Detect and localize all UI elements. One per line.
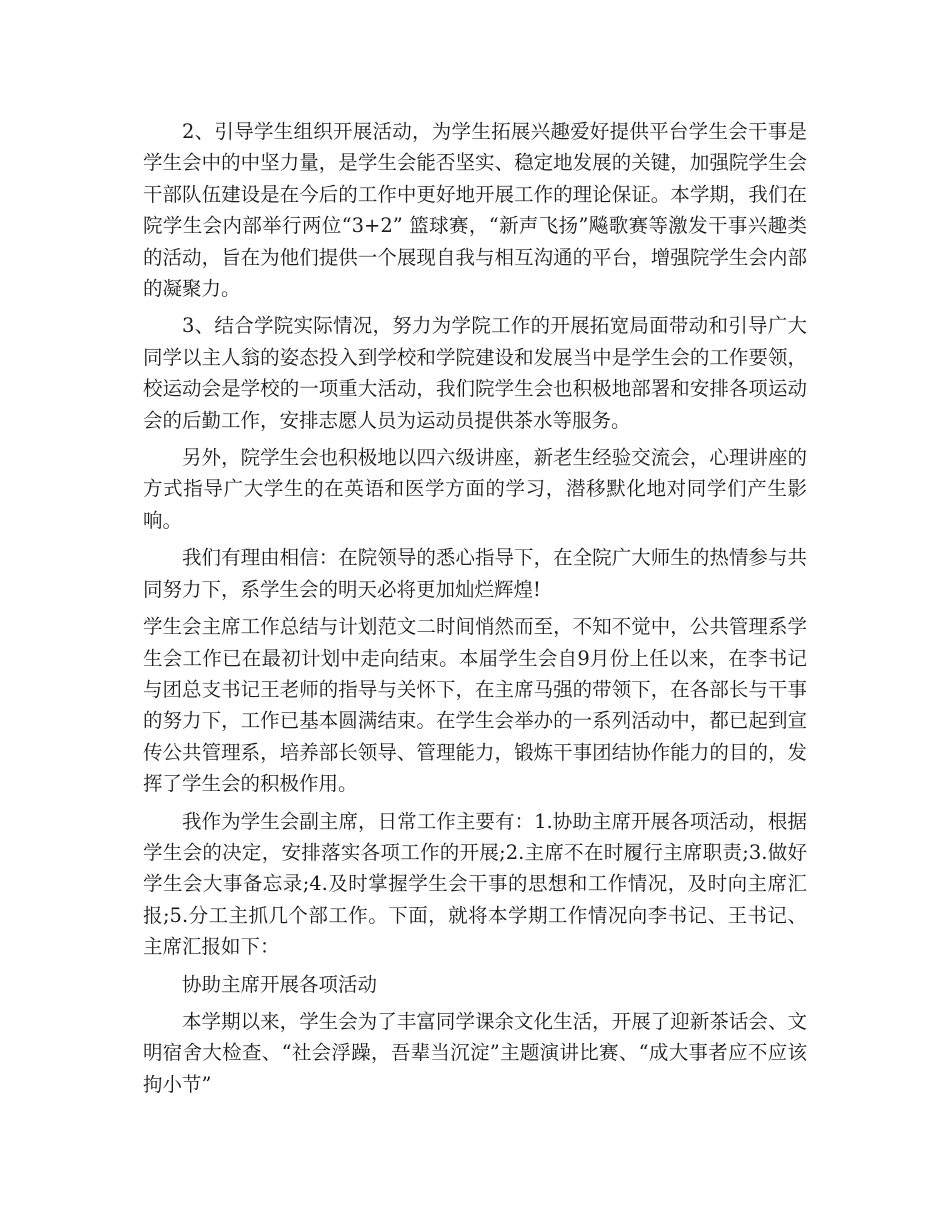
paragraph-item-3: 3、结合学院实际情况，努力为学院工作的开展拓宽局面带动和引导广大同学以主人翁的姿态投入到学校和学院建设和发展当中是学生会的工作要领，校运动会是学校的一项重大活动，我们院学生会也积极地部署和安排各项运动会的后勤工作，安排志愿人员为运动员提供茶水等服务。 xyxy=(143,314,807,432)
section-intro: 时间悄然而至，不知不觉中，公共管理系学生会工作已在最初计划中走向结束。本届学生会自9月份上任以来，在李书记与团总支书记王老师的指导与关怀下，在主席马强的带领下，在各部长与干事的努力下，工作已基本圆满结束。在学生会举办的一系列活动中，都已起到宣传公共管理系，培养部长领导、管理能力，锻炼干事团结协作能力的目的，发挥了学生会的积极作用。 xyxy=(143,615,807,796)
subheading-assist: 协助主席开展各项活动 xyxy=(182,972,378,996)
paragraph-activities: 本学期以来，学生会为了丰富同学课余文化生活，开展了迎新茶话会、文明宿舍大检查、“社会浮躁，吾辈当沉淀”主题演讲比赛、“成大事者应不应该拘小节” xyxy=(143,1009,807,1096)
paragraph-other: 另外，院学生会也积极地以四六级讲座，新老生经验交流会，心理讲座的方式指导广大学生的在英语和医学方面的学习，潜移默化地对同学们产生影响。 xyxy=(143,446,807,532)
section-title: 学生会主席工作总结与计划范文二 xyxy=(143,615,436,639)
document-body xyxy=(143,116,807,1106)
paragraph-conclusion: 我们有理由相信：在院领导的悉心指导下，在全院广大师生的热情参与共同努力下，系学生会的明天必将更加灿烂辉煌! xyxy=(143,546,807,601)
paragraph-duties: 我作为学生会副主席，日常工作主要有：1.协助主席开展各项活动，根据学生会的决定，安排落实各项工作的开展;2.主席不在时履行主席职责;3.做好学生会大事备忘录;4.及时掌握学生会干事的思想和工作情况，及时向主席汇报;5.分工主抓几个部工作。下面，就将本学期工作情况向李书记、王书记、主席汇报如下： xyxy=(143,809,807,959)
section-two xyxy=(143,611,807,799)
paragraph-item-2: 2、引导学生组织开展活动，为学生拓展兴趣爱好提供平台学生会干事是学生会中的中坚力量，是学生会能否坚实、稳定地发展的关键，加强院学生会干部队伍建设是在今后的工作中更好地开展工作的理论保证。本学期，我们在院学生会内部举行两位“3+2” 篮球赛，“新声飞扬”飚歌赛等激发干事兴趣类的活动，旨在为他们提供一个展现自我与相互沟通的平台，增强院学生会内部的凝聚力。 xyxy=(143,120,807,301)
